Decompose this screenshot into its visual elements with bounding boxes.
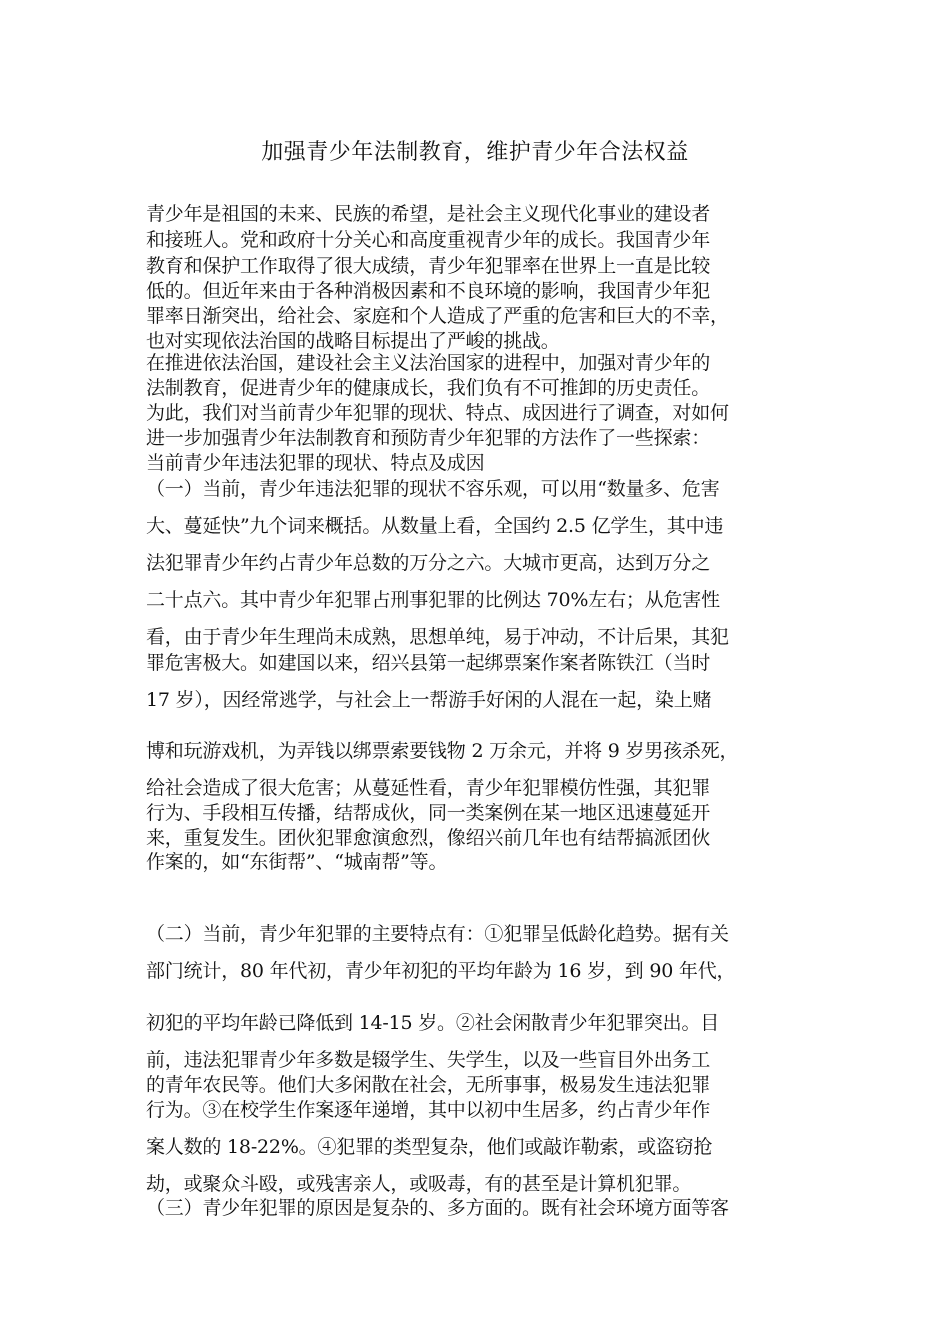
paragraph-line: 初犯的平均年龄已降低到 14-15 岁。②社会闲散青少年犯罪突出。目 (146, 1012, 720, 1034)
paragraph-line: 的青年农民等。他们大多闲散在社会，无所事事，极易发生违法犯罪 (146, 1074, 711, 1096)
paragraph-line: 作案的，如“东街帮”、“城南帮”等。 (146, 851, 448, 873)
paragraph-line: 低的。但近年来由于各种消极因素和不良环境的影响，我国青少年犯 (146, 280, 711, 302)
paragraph-line: 为此，我们对当前青少年犯罪的现状、特点、成因进行了调查，对如何 (146, 402, 729, 424)
paragraph-line: 博和玩游戏机，为弄钱以绑票索要钱物 2 万余元，并将 9 岁男孩杀死， (146, 740, 739, 762)
paragraph-line: 进一步加强青少年法制教育和预防青少年犯罪的方法作了一些探索： (146, 427, 711, 449)
section-heading: 当前青少年违法犯罪的现状、特点及成因 (146, 452, 485, 474)
paragraph-line: 罪危害极大。如建国以来，绍兴县第一起绑票案作案者陈铁江（当时 (146, 652, 711, 674)
document-title: 加强青少年法制教育，维护青少年合法权益 (261, 140, 689, 165)
paragraph-line: 教育和保护工作取得了很大成绩，青少年犯罪率在世界上一直是比较 (146, 255, 711, 277)
paragraph-line: （一）当前，青少年违法犯罪的现状不容乐观，可以用“数量多、危害 (146, 478, 720, 500)
paragraph-line: 二十点六。其中青少年犯罪占刑事犯罪的比例达 70%左右；从危害性 (146, 589, 720, 611)
paragraph-line: （二）当前，青少年犯罪的主要特点有：①犯罪呈低龄化趋势。据有关 (146, 923, 729, 945)
paragraph-line: 来，重复发生。团伙犯罪愈演愈烈，像绍兴前几年也有结帮搞派团伙 (146, 827, 711, 849)
paragraph-line: 大、蔓延快”九个词来概括。从数量上看，全国约 2.5 亿学生，其中违 (146, 515, 724, 537)
paragraph-line: 在推进依法治国，建设社会主义法治国家的进程中，加强对青少年的 (146, 352, 711, 374)
paragraph-line: 给社会造成了很大危害；从蔓延性看，青少年犯罪模仿性强，其犯罪 (146, 777, 711, 799)
paragraph-line: 行为。③在校学生作案逐年递增，其中以初中生居多，约占青少年作 (146, 1099, 711, 1121)
paragraph-line: （三）青少年犯罪的原因是复杂的、多方面的。既有社会环境方面等客 (146, 1197, 729, 1219)
paragraph-line: 行为、手段相互传播，结帮成伙，同一类案例在某一地区迅速蔓延开 (146, 802, 711, 824)
paragraph-line: 罪率日渐突出，给社会、家庭和个人造成了严重的危害和巨大的不幸， (146, 305, 729, 327)
paragraph-line: 部门统计，80 年代初，青少年初犯的平均年龄为 16 岁，到 90 年代， (146, 960, 736, 982)
paragraph-line: 前，违法犯罪青少年多数是辍学生、失学生，以及一些盲目外出务工 (146, 1049, 711, 1071)
paragraph-line: 案人数的 18-22%。④犯罪的类型复杂，他们或敲诈勒索，或盗窃抢 (146, 1136, 713, 1158)
paragraph-line: 青少年是祖国的未来、民族的希望，是社会主义现代化事业的建设者 (146, 203, 711, 225)
paragraph-line: 法犯罪青少年约占青少年总数的万分之六。大城市更高，达到万分之 (146, 552, 711, 574)
paragraph-line: 劫，或聚众斗殴，或残害亲人，或吸毒，有的甚至是计算机犯罪。 (146, 1173, 692, 1195)
paragraph-line: 法制教育，促进青少年的健康成长，我们负有不可推卸的历史责任。 (146, 377, 711, 399)
paragraph-line: 看，由于青少年生理尚未成熟，思想单纯，易于冲动，不计后果，其犯 (146, 626, 729, 648)
paragraph-line: 也对实现依法治国的战略目标提出了严峻的挑战。 (146, 330, 560, 352)
paragraph-line: 和接班人。党和政府十分关心和高度重视青少年的成长。我国青少年 (146, 229, 711, 251)
paragraph-line: 17 岁），因经常逃学，与社会上一帮游手好闲的人混在一起，染上赌 (146, 689, 712, 711)
